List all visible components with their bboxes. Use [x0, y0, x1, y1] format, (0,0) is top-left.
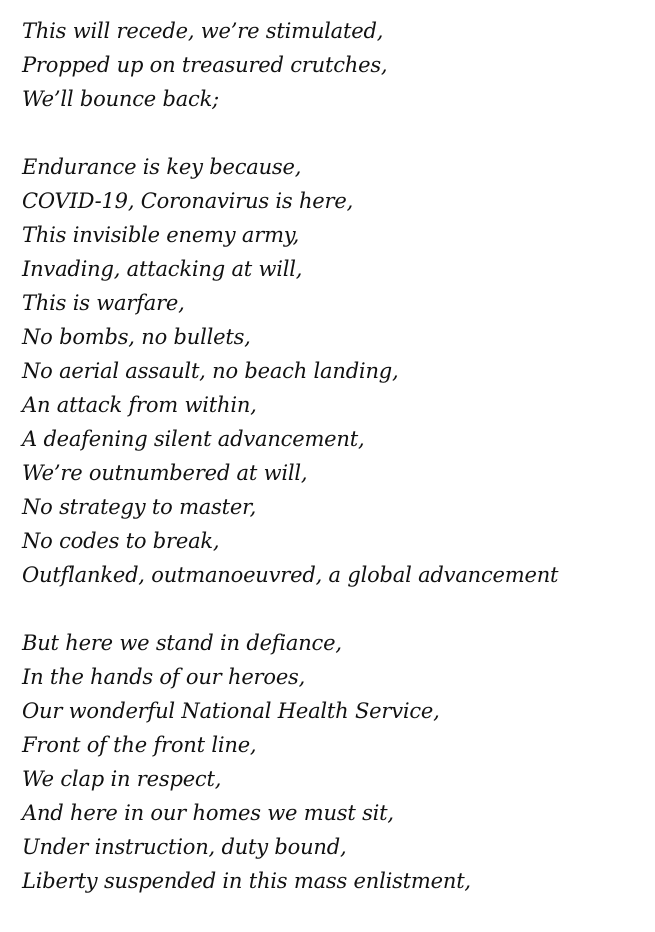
poem-line: Front of the front line, — [22, 733, 257, 757]
poem-line: This will recede, we’re stimulated, — [22, 19, 384, 43]
stanza-1 — [22, 14, 642, 116]
poem-line: No codes to break, — [22, 529, 220, 553]
poem-line: Under instruction, duty bound, — [22, 835, 347, 859]
stanza-2 — [22, 150, 642, 592]
poem-line: And here in our homes we must sit, — [22, 801, 394, 825]
poem-line: This is warfare, — [22, 291, 185, 315]
poem-line: Endurance is key because, — [22, 155, 302, 179]
poem-line: No strategy to master, — [22, 495, 257, 519]
poem-line: This invisible enemy army, — [22, 223, 300, 247]
poem-line: In the hands of our heroes, — [22, 665, 306, 689]
poem-line: But here we stand in defiance, — [22, 631, 342, 655]
poem-line: Propped up on treasured crutches, — [22, 53, 388, 77]
poem-line: Liberty suspended in this mass enlistment, — [22, 869, 471, 893]
poem-line: Outflanked, outmanoeuvred, a global advancement — [22, 563, 559, 587]
poem-line: Invading, attacking at will, — [22, 257, 303, 281]
poem-body — [22, 14, 642, 932]
poem-line: No aerial assault, no beach landing, — [22, 359, 399, 383]
poem-line: An attack from within, — [22, 393, 257, 417]
poem-line: No bombs, no bullets, — [22, 325, 251, 349]
poem-line: COVID-19, Coronavirus is here, — [22, 189, 354, 213]
poem-line: We clap in respect, — [22, 767, 222, 791]
poem-line: Our wonderful National Health Service, — [22, 699, 440, 723]
poem-line: We’re outnumbered at will, — [22, 461, 308, 485]
stanza-3 — [22, 626, 642, 898]
poem-line: We’ll bounce back; — [22, 87, 220, 111]
poem-line: A deafening silent advancement, — [22, 427, 365, 451]
